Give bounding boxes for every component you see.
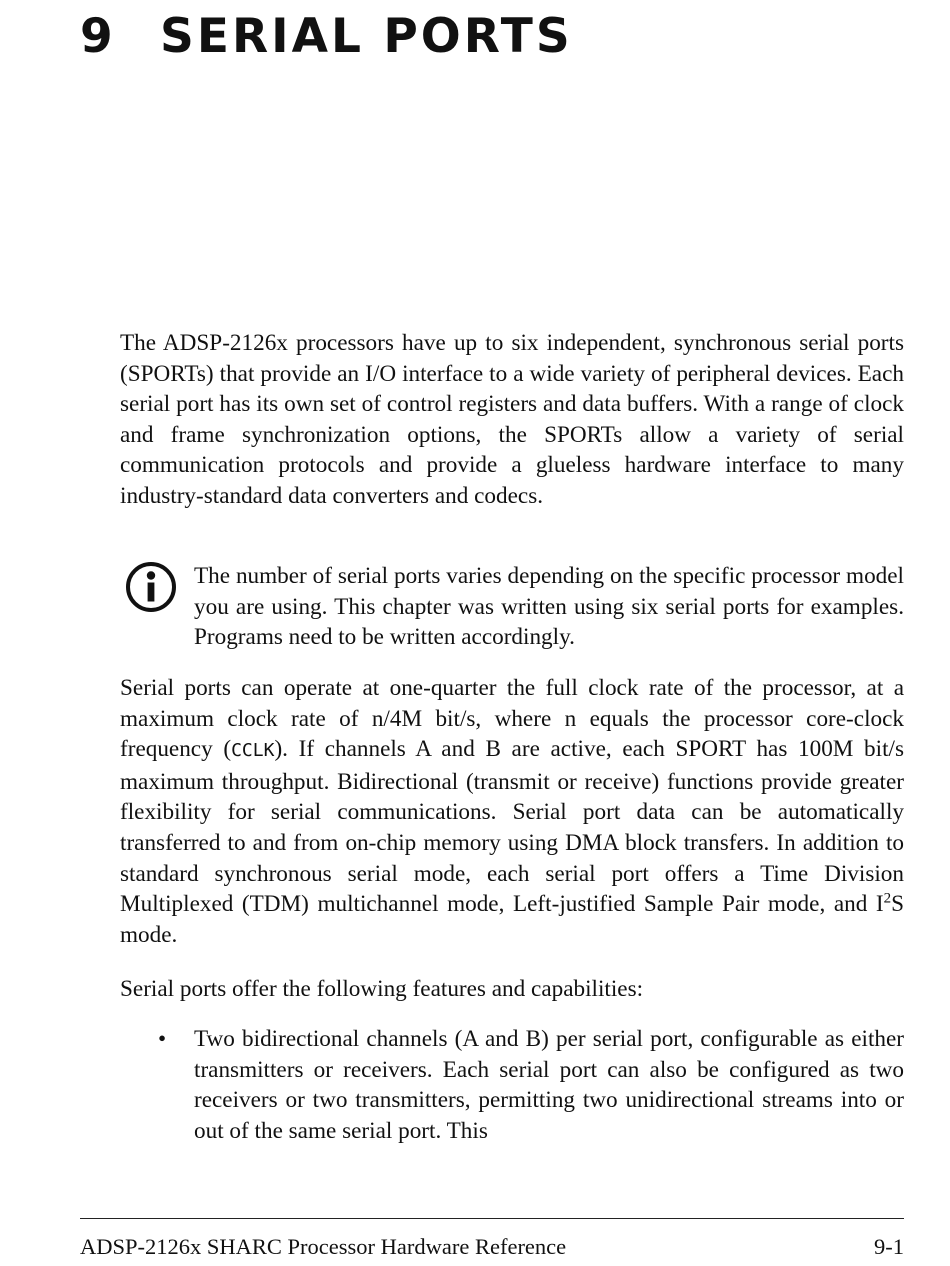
intro-paragraph: The ADSP-2126x processors have up to six independent, synchronous serial ports (SPORTs) that provide an I/O interface to a wide variety of peripheral devices. Each serial port has its own set of control registers and data buffers. With a range of clock and frame synchronization options, the SPORTs allow a variety of serial communication protocols and provide a glueless hardware interface to many industry-standard data converters and codecs. (120, 330, 904, 509)
chapter-title-text: SERIAL PORTS (160, 9, 573, 64)
chapter-number: 9 (80, 9, 116, 64)
note-text: The number of serial ports varies depending on the specific processor model you are using. This chapter was written using six serial ports for examples. Programs need to be written accordingly. (194, 563, 904, 651)
chapter-title (80, 6, 573, 68)
features-intro: Serial ports offer the following features and capabilities: (120, 976, 644, 1002)
superscript-two: 2 (883, 890, 892, 907)
info-icon (125, 561, 177, 613)
footer-divider (80, 1218, 904, 1219)
bullet-icon: • (158, 1026, 167, 1052)
rate-paragraph (120, 673, 904, 950)
note-box (120, 561, 904, 657)
rate-text-part1: Serial ports can operate at one-quarter the full clock rate of the processor, at a maximum clock rate of n/4M bit/s, where n equals the processor core-clock frequency ( (120, 675, 904, 763)
rate-text-part2: ). If channels A and B are active, each SPORT has 100M bit/s maximum throughput. Bidirectional (transmit or receive) functions provide greater flexibility for serial communications. Serial port data can be automatically transferred to and from on-chip memory using DMA block transfers. In addition to standard synchronous serial mode, each serial port offers a Time Division Multiplexed (TDM) multichannel mode, Left-justified Sample Pair mode, and I (120, 736, 904, 918)
page-number: 9-1 (874, 1234, 904, 1259)
footer-title: ADSP-2126x SHARC Processor Hardware Reference (80, 1234, 567, 1259)
rate-text-part3: S mode. (120, 891, 904, 948)
bullet-text: Two bidirectional channels (A and B) per serial port, configurable as either transmitters or receivers. Each serial port can also be configured as two receivers or two transmitters, permitting two unidirectional streams into or out of the same serial port. This (194, 1026, 904, 1144)
cclk-code: CCLK (231, 740, 275, 762)
